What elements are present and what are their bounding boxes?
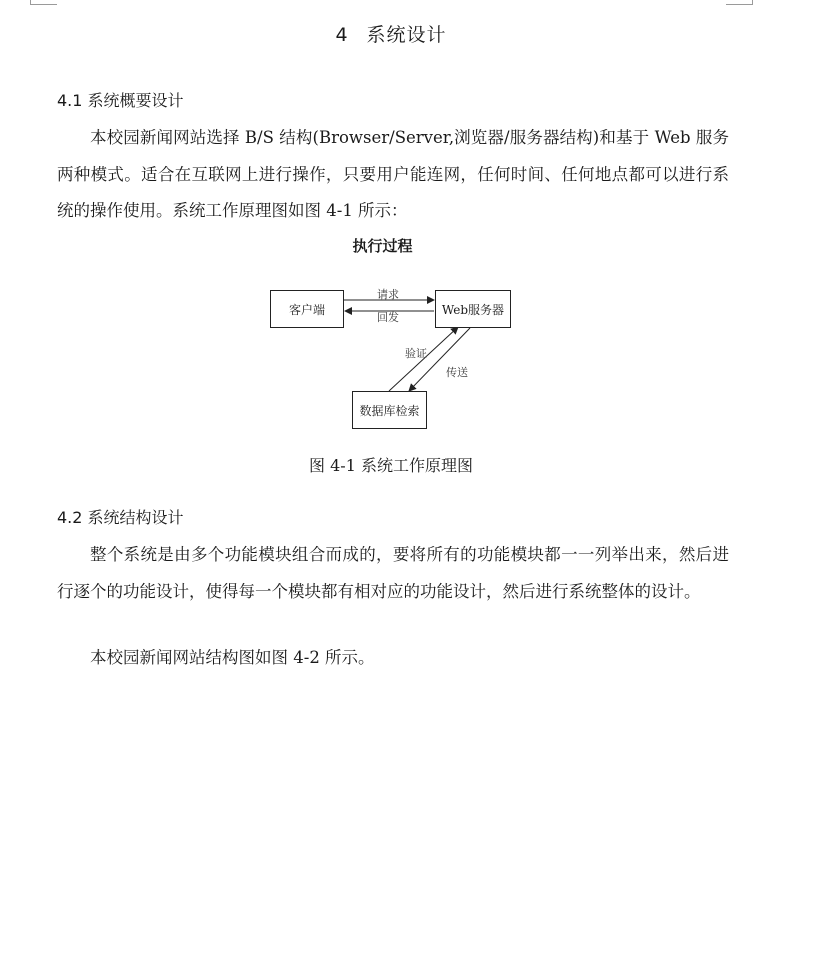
database-node: 数据库检索 [352,391,427,429]
section-4-2-paragraph-1: 整个系统是由多个功能模块组合而成的，要将所有的功能模块都一一列举出来，然后进行逐个的功能设计，使得每一个模块都有相对应的功能设计，然后进行系统整体的设计。 [57,545,729,601]
section-heading-4-1: 4.1 系统概要设计 [57,91,184,110]
transfer-label: 传送 [446,366,468,379]
section-4-2-paragraph-2: 本校园新闻网站结构图如图 4-2 所示。 [90,648,375,667]
chapter-number: 4 [335,24,349,46]
section-heading-4-2: 4.2 系统结构设计 [57,508,184,527]
section-4-1-paragraph: 本校园新闻网站选择 B/S 结构(Browser/Server,浏览器/服务器结构)和基于 Web 服务两种模式。适合在互联网上进行操作，只要用户能连网，任何时间、任何地点都可以进行系统的操作使用。系统工作原理图如图 4-1 所示： [57,128,729,220]
figure-top-title: 执行过程 [352,237,413,255]
web-server-node: Web服务器 [435,290,511,328]
chapter-title-text: 系统设计 [366,24,447,46]
request-label: 请求 [377,288,399,301]
client-node: 客户端 [270,290,344,328]
reply-label: 回发 [377,311,399,324]
verify-label: 验证 [405,347,427,360]
figure-caption: 图 4-1 系统工作原理图 [309,456,473,475]
